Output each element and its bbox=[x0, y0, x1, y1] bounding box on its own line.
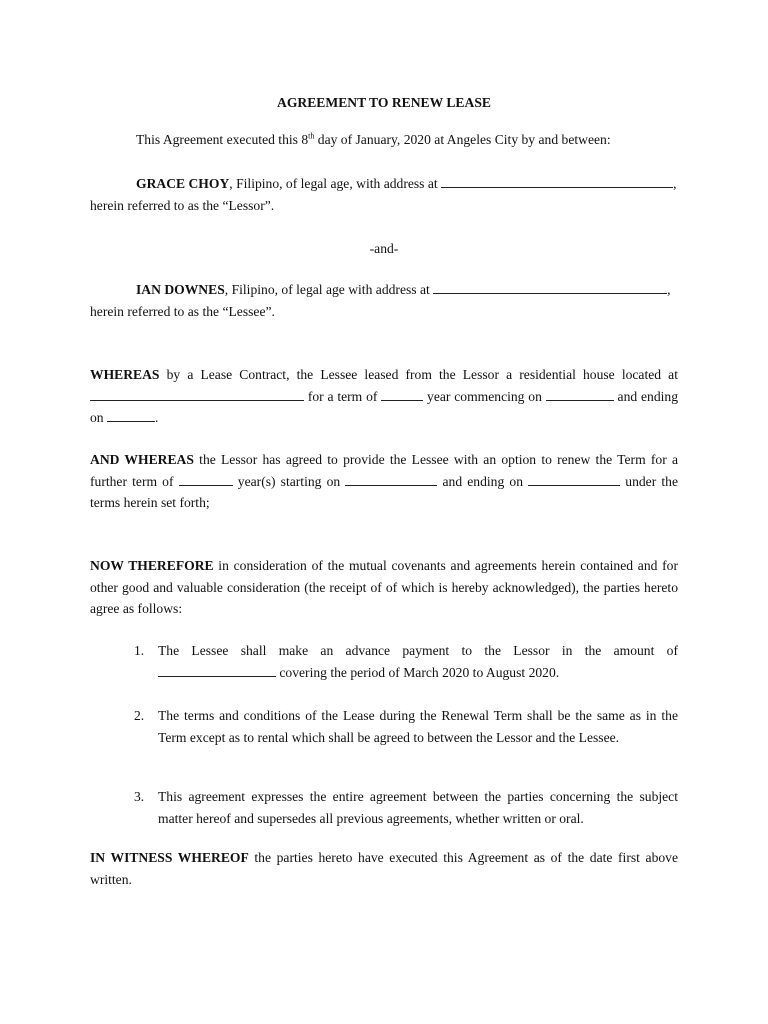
whereas-text-b: for a term of bbox=[304, 388, 382, 404]
lessor-name: GRACE CHOY bbox=[136, 176, 230, 191]
term-blank[interactable] bbox=[381, 388, 423, 401]
list-item-text: The terms and conditions of the Lease during the Renewal Term shall be the same as in the Term except as to rental which shall be agreed to between the Lessor and the Lessee. bbox=[158, 708, 678, 745]
payment-period-text: covering the period of March 2020 to August 2020. bbox=[276, 664, 560, 680]
intro-superscript: th bbox=[308, 131, 315, 141]
and-separator: -and- bbox=[369, 241, 399, 256]
advance-amount-blank[interactable] bbox=[158, 664, 276, 677]
list-item bbox=[134, 786, 678, 829]
witness-text: the parties hereto have executed this Agreement as of the date first above written. bbox=[90, 850, 678, 887]
and-whereas-text-d: under the terms herein set forth; bbox=[90, 473, 678, 511]
advance-payment-text: The Lessee shall make an advance payment to the Lessor in the amount of bbox=[158, 643, 678, 658]
and-whereas-text-a: the Lessor has agreed to provide the Lessee with an option to renew the Term for a further term of bbox=[90, 452, 678, 489]
renewal-term-blank[interactable] bbox=[179, 473, 233, 486]
and-whereas-lead: AND WHEREAS bbox=[90, 452, 194, 467]
whereas-paragraph bbox=[90, 364, 678, 429]
lessee-block bbox=[90, 279, 678, 322]
lessor-text: , Filipino, of legal age, with address at bbox=[229, 176, 442, 191]
document-page bbox=[90, 92, 678, 887]
now-therefore-lead: NOW THEREFORE bbox=[90, 558, 214, 573]
intro-text-b: day of January, 2020 at Angeles City by and between: bbox=[314, 132, 611, 147]
list-item bbox=[134, 640, 678, 683]
witness-lead: IN WITNESS WHEREOF bbox=[90, 850, 249, 865]
lessee-text: , Filipino, of legal age with address at bbox=[224, 282, 434, 297]
intro-paragraph bbox=[90, 129, 696, 151]
and-whereas-text-b: year(s) starting on bbox=[232, 473, 346, 489]
list-item-number: 1. bbox=[134, 643, 145, 658]
intro-text-a: This Agreement executed this 8 bbox=[136, 132, 309, 147]
list-item-number: 3. bbox=[134, 789, 145, 804]
lessee-referred: herein referred to as the “Lessee”. bbox=[90, 303, 275, 319]
commencing-date-blank[interactable] bbox=[546, 388, 614, 401]
lessor-block bbox=[90, 173, 678, 216]
list-item-number: 2. bbox=[134, 708, 145, 723]
now-therefore-paragraph bbox=[90, 555, 678, 620]
lessor-address-blank[interactable] bbox=[441, 175, 673, 188]
lessee-name: IAN DOWNES bbox=[136, 282, 225, 297]
renewal-start-blank[interactable] bbox=[345, 473, 437, 486]
lessee-comma: , bbox=[667, 282, 671, 297]
document-title: AGREEMENT TO RENEW LEASE bbox=[277, 95, 491, 110]
whereas-text-c: year commencing on bbox=[423, 388, 546, 404]
and-whereas-text-c: and ending on bbox=[437, 473, 529, 489]
whereas-text-d: and ending on bbox=[90, 388, 678, 426]
list-item bbox=[134, 705, 678, 748]
renewal-end-blank[interactable] bbox=[528, 473, 620, 486]
lessor-comma: , bbox=[673, 176, 677, 191]
witness-paragraph bbox=[90, 847, 678, 890]
ending-date-blank[interactable] bbox=[107, 409, 155, 422]
lessor-referred: herein referred to as the “Lessor”. bbox=[90, 197, 275, 213]
list-item-text: This agreement expresses the entire agreement between the parties concerning the subject matter hereof and supersedes all previous agreements, whether written or oral. bbox=[158, 789, 678, 826]
and-whereas-paragraph bbox=[90, 449, 678, 514]
lessee-address-blank[interactable] bbox=[433, 281, 667, 294]
now-therefore-text: in consideration of the mutual covenants and agreements herein contained and for other good and valuable consideration (the receipt of of which is hereby acknowledged), the parties hereto agree as follows: bbox=[90, 558, 678, 617]
property-location-blank[interactable] bbox=[90, 388, 304, 401]
list-item-text bbox=[158, 640, 678, 683]
whereas-lead: WHEREAS bbox=[90, 367, 160, 382]
whereas-text-a: by a Lease Contract, the Lessee leased from the Lessor a residential house located at bbox=[159, 367, 678, 382]
whereas-text-e: . bbox=[155, 410, 159, 426]
